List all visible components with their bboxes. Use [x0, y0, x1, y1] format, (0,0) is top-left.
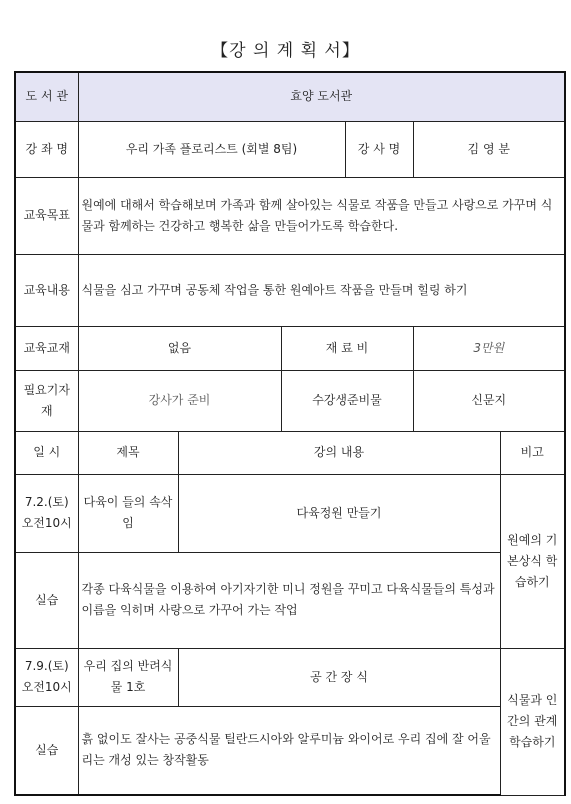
schedule-date-header: 일 시	[15, 431, 78, 474]
session-note: 식물과 인간의 관계 학습하기	[500, 648, 565, 795]
session-date: 7.2.(토) 오전10시	[15, 474, 78, 552]
library-label: 도 서 관	[15, 72, 78, 121]
schedule-header-row	[15, 431, 565, 474]
practice-description: 흙 없이도 잘사는 공중식물 틸란드시아와 알루미늄 와이어로 우리 집에 잘 어울리는 개성 있는 창작활동	[78, 706, 500, 795]
document-title: 【강 의 계 획 서】	[211, 41, 360, 61]
session-content: 공 간 장 식	[178, 648, 500, 706]
course-value: 우리 가족 플로리스트 (회별 8팀)	[78, 121, 345, 177]
session-date: 7.9.(토) 오전10시	[15, 648, 78, 706]
session-2-practice-row	[15, 706, 565, 795]
schedule-title-header: 제목	[78, 431, 178, 474]
session-2-row	[15, 648, 565, 706]
materials-row	[15, 326, 565, 370]
session-content: 다육정원 만들기	[178, 474, 500, 552]
session-title: 다육이 들의 속삭임	[78, 474, 178, 552]
instructor-value: 김 영 분	[413, 121, 565, 177]
supplies-value: 강사가 준비	[78, 370, 281, 431]
schedule-note-header: 비고	[500, 431, 565, 474]
student-supplies-value: 신문지	[413, 370, 565, 431]
course-row	[15, 121, 565, 177]
lecture-plan-table	[14, 71, 566, 796]
student-supplies-label: 수강생준비물	[281, 370, 413, 431]
course-label: 강 좌 명	[15, 121, 78, 177]
practice-description: 각종 다육식물을 이용하여 아기자기한 미니 정원을 꾸미고 다육식물들의 특성과 이름을 익히며 사랑으로 가꾸어 가는 작업	[78, 552, 500, 648]
supplies-row	[15, 370, 565, 431]
content-label: 교육내용	[15, 254, 78, 326]
goal-row	[15, 177, 565, 254]
fee-value: 3만원	[413, 326, 565, 370]
practice-label: 실습	[15, 552, 78, 648]
supplies-label: 필요기자재	[15, 370, 78, 431]
materials-value: 없음	[78, 326, 281, 370]
session-note: 원예의 기본상식 학습하기	[500, 474, 565, 648]
practice-label: 실습	[15, 706, 78, 795]
goal-label: 교육목표	[15, 177, 78, 254]
library-value: 효양 도서관	[78, 72, 565, 121]
library-row	[15, 72, 565, 121]
fee-label: 재 료 비	[281, 326, 413, 370]
instructor-label: 강 사 명	[345, 121, 413, 177]
session-1-practice-row	[15, 552, 565, 648]
content-value: 식물을 심고 가꾸며 공동체 작업을 통한 원예아트 작품을 만들며 힐링 하기	[78, 254, 565, 326]
session-title: 우리 집의 반려식물 1호	[78, 648, 178, 706]
content-row	[15, 254, 565, 326]
schedule-content-header: 강의 내용	[178, 431, 500, 474]
goal-value: 원예에 대해서 학습해보며 가족과 함께 살아있는 식물로 작품을 만들고 사랑으로 가꾸며 식물과 함께하는 건강하고 행복한 삶을 만들어가도록 학습한다.	[78, 177, 565, 254]
materials-label: 교육교재	[15, 326, 78, 370]
session-1-row	[15, 474, 565, 552]
